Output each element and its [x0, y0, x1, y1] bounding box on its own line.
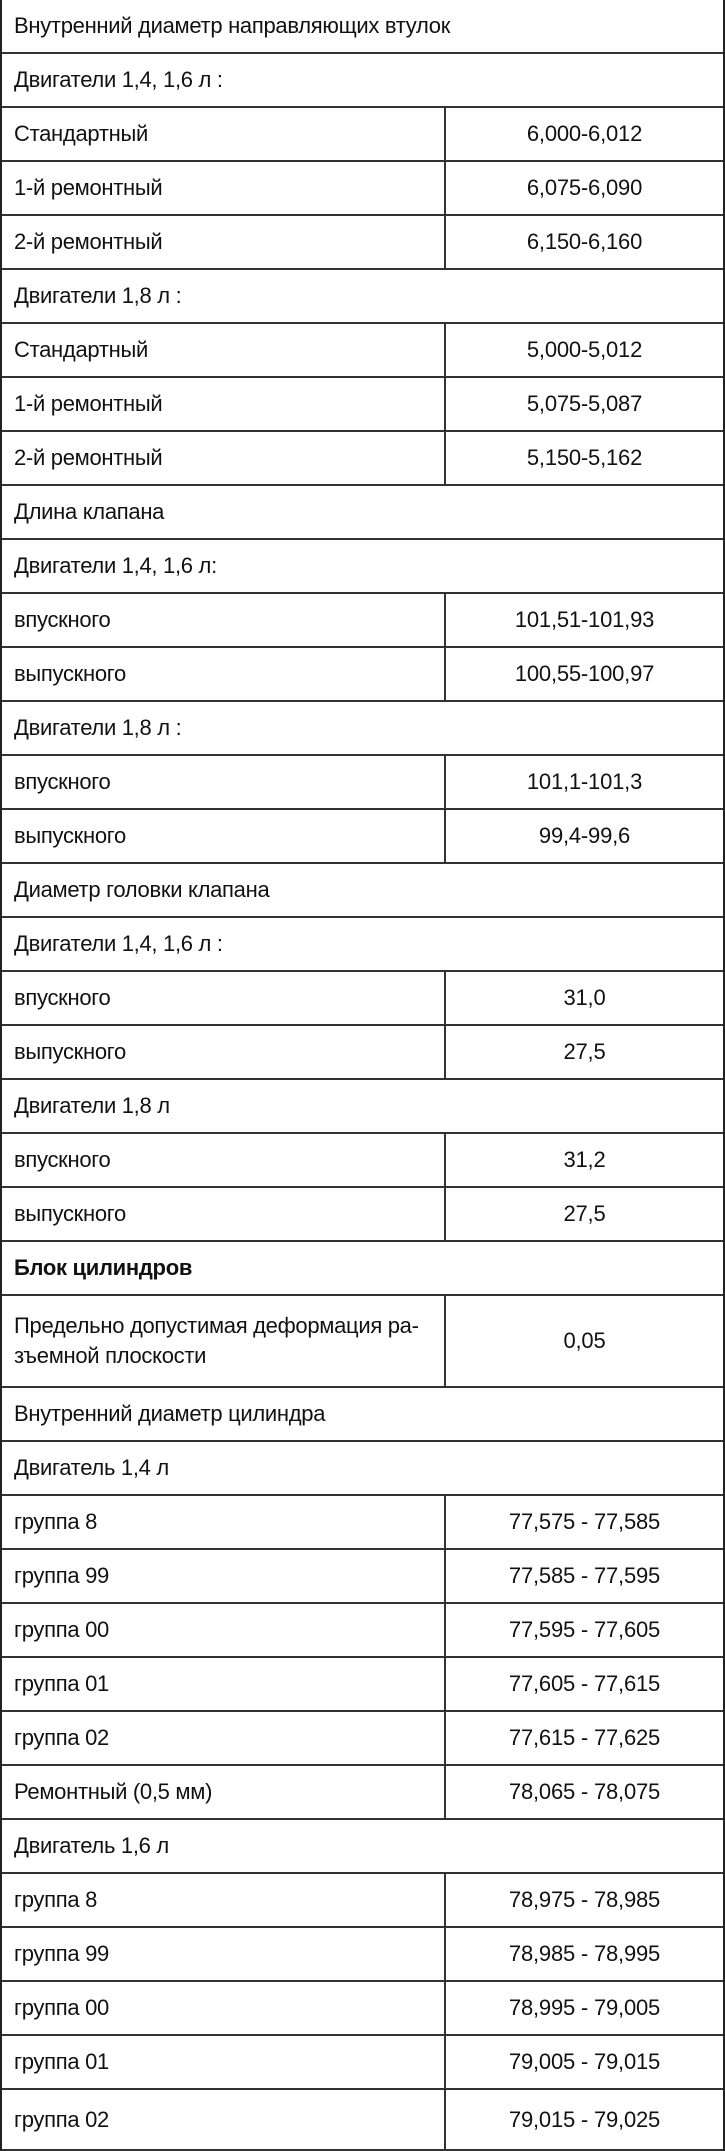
table-row	[2, 2090, 723, 2151]
table-row	[2, 648, 723, 702]
table-row	[2, 972, 723, 1026]
table-row	[2, 594, 723, 648]
row-value: 0,05	[563, 1328, 606, 1353]
subheading-row	[2, 864, 723, 918]
row-label: впускного	[2, 594, 446, 646]
table-row	[2, 1026, 723, 1080]
row-value: 77,575 - 77,585	[508, 1509, 661, 1534]
row-label: выпускного	[2, 1188, 446, 1240]
row-value: 77,605 - 77,615	[508, 1671, 661, 1696]
row-value: 79,005 - 79,015	[508, 2049, 661, 2074]
subheading: Двигатели 1,4, 1,6 л :	[14, 67, 223, 92]
subheading-row	[2, 54, 723, 108]
table-row	[2, 1712, 723, 1766]
subheading-row	[2, 1388, 723, 1442]
table-row	[2, 810, 723, 864]
row-label: группа 8	[2, 1874, 446, 1926]
row-value: 101,1-101,3	[526, 769, 643, 794]
subheading: Двигатели 1,4, 1,6 л:	[14, 553, 217, 578]
row-value: 6,150-6,160	[526, 229, 643, 254]
row-label: 1-й ремонтный	[2, 378, 446, 430]
row-value: 6,075-6,090	[526, 175, 643, 200]
row-value: 5,075-5,087	[526, 391, 643, 416]
table-row	[2, 1928, 723, 1982]
subheading: Длина клапана	[14, 499, 165, 524]
row-label: группа 99	[2, 1550, 446, 1602]
row-label: Ремонтный (0,5 мм)	[2, 1766, 446, 1818]
table-row	[2, 432, 723, 486]
subheading: Двигатели 1,8 л :	[14, 283, 182, 308]
table-row	[2, 1982, 723, 2036]
row-label: группа 00	[2, 1982, 446, 2034]
row-value: 100,55-100,97	[514, 661, 655, 686]
row-label: Предельно допустимая деформация ра- зъемной плоскости	[2, 1296, 446, 1386]
row-value: 77,615 - 77,625	[508, 1725, 661, 1750]
table-row	[2, 1134, 723, 1188]
row-label: впускного	[2, 756, 446, 808]
table-row	[2, 2036, 723, 2090]
table-row	[2, 1296, 723, 1388]
row-value: 79,015 - 79,025	[508, 2106, 661, 2132]
subheading: Двигатели 1,8 л	[14, 1093, 170, 1118]
table-row	[2, 1550, 723, 1604]
row-label: Стандартный	[2, 324, 446, 376]
subheading: Внутренний диаметр цилиндра	[14, 1401, 326, 1426]
section-heading: Блок цилиндров	[14, 1255, 193, 1280]
table-row	[2, 1658, 723, 1712]
row-label: выпускного	[2, 810, 446, 862]
row-value: 6,000-6,012	[526, 121, 643, 146]
subheading-row	[2, 1442, 723, 1496]
subheading-row	[2, 270, 723, 324]
row-label: Стандартный	[2, 108, 446, 160]
table-row	[2, 108, 723, 162]
row-value: 77,595 - 77,605	[508, 1617, 661, 1642]
row-label: группа 02	[2, 2090, 446, 2149]
subheading-row	[2, 540, 723, 594]
row-value: 31,2	[563, 1147, 606, 1172]
row-value: 27,5	[563, 1201, 606, 1226]
subheading: Двигатели 1,4, 1,6 л :	[14, 931, 223, 956]
row-label: группа 01	[2, 2036, 446, 2088]
subheading: Диаметр головки клапана	[14, 877, 270, 902]
row-value: 101,51-101,93	[514, 607, 655, 632]
row-label: впускного	[2, 1134, 446, 1186]
subheading: Двигатель 1,6 л	[14, 1833, 169, 1858]
row-value: 78,975 - 78,985	[508, 1887, 661, 1912]
row-label: группа 02	[2, 1712, 446, 1764]
row-value: 27,5	[563, 1039, 606, 1064]
table-row	[2, 1496, 723, 1550]
table-row	[2, 1766, 723, 1820]
row-label: выпускного	[2, 648, 446, 700]
subheading: Двигатель 1,4 л	[14, 1455, 169, 1480]
row-label: группа 01	[2, 1658, 446, 1710]
row-value: 77,585 - 77,595	[508, 1563, 661, 1588]
row-label: впускного	[2, 972, 446, 1024]
table-row	[2, 324, 723, 378]
subheading: Двигатели 1,8 л :	[14, 715, 182, 740]
row-label: группа 8	[2, 1496, 446, 1548]
table-row	[2, 1604, 723, 1658]
table-row	[2, 162, 723, 216]
subheading-row	[2, 0, 723, 54]
table-row	[2, 1874, 723, 1928]
row-label: 2-й ремонтный	[2, 216, 446, 268]
row-value: 5,150-5,162	[526, 445, 643, 470]
row-value: 78,065 - 78,075	[508, 1779, 661, 1804]
row-value: 31,0	[563, 985, 606, 1010]
subheading-row	[2, 918, 723, 972]
row-value: 78,985 - 78,995	[508, 1941, 661, 1966]
subheading-row	[2, 702, 723, 756]
table-row	[2, 1188, 723, 1242]
table-row	[2, 378, 723, 432]
row-value: 99,4-99,6	[538, 823, 631, 848]
row-label: 1-й ремонтный	[2, 162, 446, 214]
row-value: 5,000-5,012	[526, 337, 643, 362]
row-label: группа 00	[2, 1604, 446, 1656]
table-row	[2, 216, 723, 270]
subheading-row	[2, 486, 723, 540]
section-heading-row	[2, 1242, 723, 1296]
subheading-row	[2, 1820, 723, 1874]
row-label: группа 99	[2, 1928, 446, 1980]
row-label: выпускного	[2, 1026, 446, 1078]
row-label: 2-й ремонтный	[2, 432, 446, 484]
subheading-row	[2, 1080, 723, 1134]
subheading: Внутренний диаметр направляющих втулок	[14, 13, 451, 38]
row-value: 78,995 - 79,005	[508, 1995, 661, 2020]
table-row	[2, 756, 723, 810]
